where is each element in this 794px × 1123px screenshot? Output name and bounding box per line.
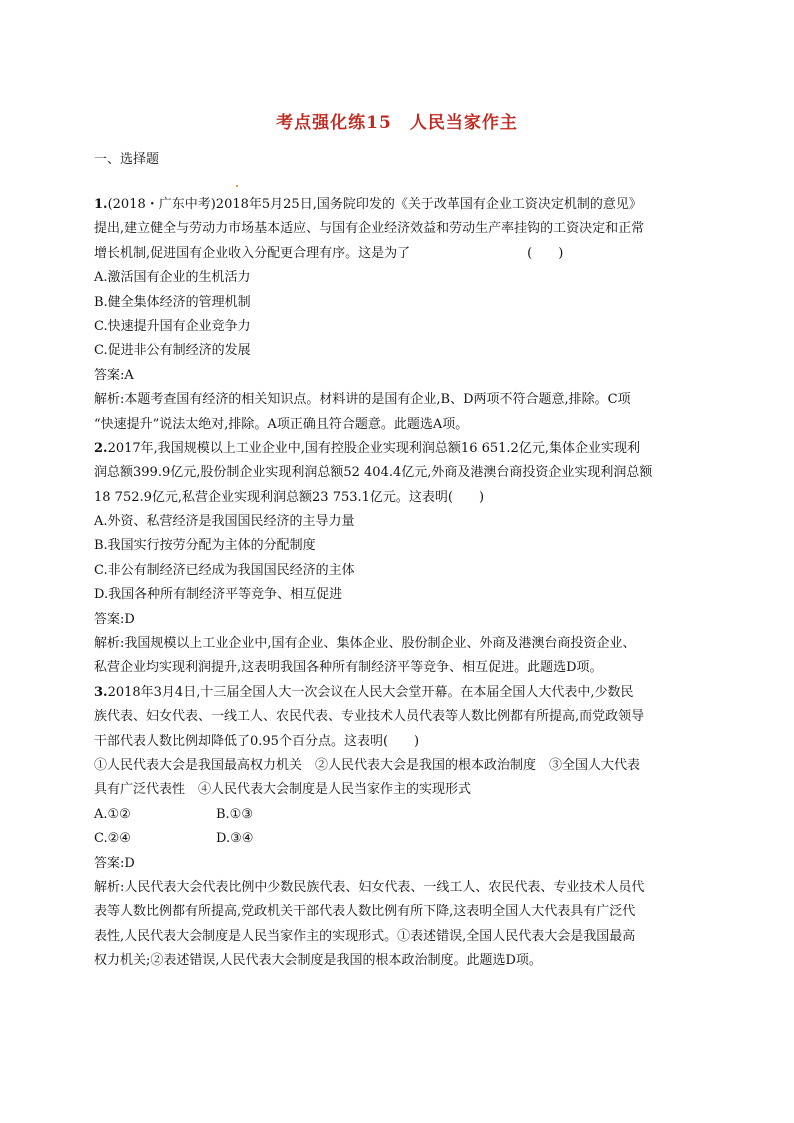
- statement-line: ①人民代表大会是我国最高权力机关 ②人民代表大会是我国的根本政治制度 ③全国人大代表: [94, 757, 641, 773]
- analysis-line: 解析:我国规模以上工业企业中,国有企业、集体企业、股份制企业、外商及港澳台商投资企业、: [94, 636, 636, 652]
- option-row: [94, 803, 694, 827]
- question-stem-line: 18 752.9亿元,私营企业实现利润总额23 753.1亿元。这表明( ): [94, 489, 485, 505]
- analysis-line: 解析:本题考查国有经济的相关知识点。材料讲的是国有企业,B、D两项不符合题意,排除。C项: [94, 392, 631, 408]
- option: C.快速提升国有企业竞争力: [94, 318, 251, 334]
- analysis-line: “快速提升”说法太绝对,排除。A项正确且符合题意。此题选A项。: [94, 416, 469, 432]
- analysis-line: 表等人数比例都有所提高,党政机关干部代表人数比例有所下降,这表明全国人大代表具有广泛代: [94, 904, 636, 920]
- stray-mark: [236, 185, 238, 187]
- option: D.③④: [216, 831, 254, 847]
- question-stem-line: 干部代表人数比例却降低了0.95个百分点。这表明( ): [94, 733, 420, 749]
- analysis-line: 权力机关;②表述错误,人民代表大会制度是我国的根本政治制度。此题选D项。: [94, 953, 542, 969]
- page-title: 考点强化练15 人民当家作主: [276, 113, 518, 133]
- question-list: [94, 193, 694, 974]
- option: C.促进非公有制经济的发展: [94, 343, 251, 359]
- question-stem-line: 3.2018年3月4日,十三届全国人大一次会议在人民大会堂开幕。在本届全国人大代表中,少数民: [94, 684, 634, 700]
- option: A.激活国有企业的生机活力: [94, 270, 251, 286]
- analysis-line: 私营企业均实现利润提升,这表明我国各种所有制经济平等竞争、相互促进。此题选D项。: [94, 660, 603, 676]
- question-number: 1.: [94, 197, 108, 212]
- question-3: [94, 681, 694, 974]
- answer: 答案:A: [94, 367, 134, 383]
- answer: 答案:D: [94, 855, 135, 871]
- question-stem-line: 提出,建立健全与劳动力市场基本适应、与国有企业经济效益和劳动生产率挂钩的工资决定和正常: [94, 221, 645, 237]
- option: C.非公有制经济已经成为我国国民经济的主体: [94, 562, 355, 578]
- option: C.②④: [94, 831, 131, 847]
- question-stem-line: 族代表、妇女代表、一线工人、农民代表、专业技术人员代表等人数比例都有所提高,而党政领导: [94, 709, 645, 725]
- question-2: [94, 437, 694, 681]
- option: B.我国实行按劳分配为主体的分配制度: [94, 538, 316, 554]
- statement-line: 具有广泛代表性 ④人民代表大会制度是人民当家作主的实现形式: [94, 782, 472, 798]
- question-stem-line: 2.2017年,我国规模以上工业企业中,国有控股企业实现利润总额16 651.2亿元,集体企业实现利: [94, 440, 640, 456]
- option: A.外资、私营经济是我国国民经济的主导力量: [94, 514, 355, 530]
- option: D.我国各种所有制经济平等竞争、相互促进: [94, 587, 343, 603]
- question-number: 2.: [94, 440, 108, 456]
- option: B.健全集体经济的管理机制: [94, 294, 251, 310]
- option: B.①③: [216, 806, 253, 822]
- answer: 答案:D: [94, 611, 135, 627]
- question-number: 3.: [94, 684, 108, 700]
- option: A.①②: [94, 806, 131, 822]
- option-row: [94, 827, 694, 851]
- question-stem-line: 润总额399.9亿元,股份制企业实现利润总额52 404.4亿元,外商及港澳台商投资企业实现利润总额: [94, 465, 653, 481]
- question-1: [94, 193, 694, 437]
- analysis-line: 解析:人民代表大会代表比例中少数民族代表、妇女代表、一线工人、农民代表、专业技术人员代: [94, 879, 645, 895]
- question-stem-line: 1.(2018・广东中考)2018年5月25日,国务院印发的《关于改革国有企业工资决定机制的意见》: [94, 197, 642, 212]
- question-stem-line: 增长机制,促进国有企业收入分配更合理有序。这是为了 ( ): [94, 245, 564, 261]
- section-heading: 一、选择题: [94, 152, 160, 167]
- analysis-line: 表性,人民代表大会制度是人民当家作主的实现形式。①表述错误,全国人民代表大会是我国最高: [94, 928, 636, 944]
